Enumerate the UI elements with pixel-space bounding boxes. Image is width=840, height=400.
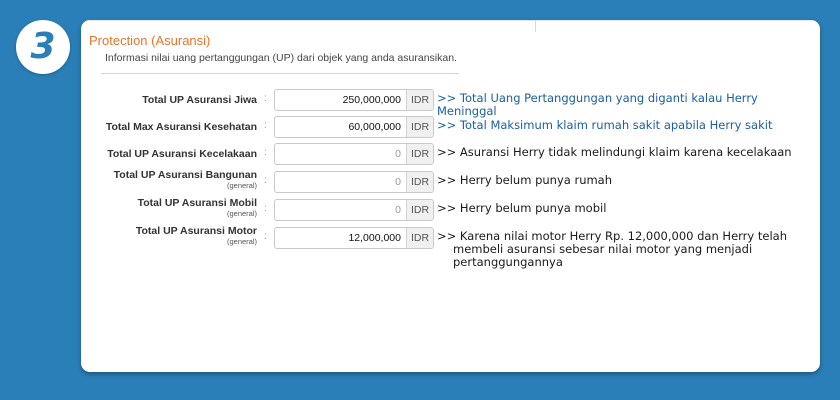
section-description: Informasi nilai uang pertanggungan (UP) dari objek yang anda asuransikan. (105, 52, 457, 64)
label-colon: : (264, 203, 267, 214)
amount-input-kesehatan[interactable]: 60,000,000 (348, 121, 401, 133)
protection-panel (81, 20, 820, 372)
field-label-text: Total UP Asuransi Kecelakaan (107, 148, 257, 160)
amount-input-group (274, 116, 434, 138)
field-label-text: Total UP Asuransi Jiwa (142, 94, 257, 106)
form-row-asuransi-kesehatan (81, 116, 820, 138)
currency-addon: IDR (406, 172, 433, 192)
field-label-text: Total UP Asuransi Motor (135, 225, 257, 237)
field-label (81, 148, 257, 160)
row-note: >> Asuransi Herry tidak melindungi klaim karena kecelakaan (437, 145, 792, 159)
amount-input-group (274, 199, 434, 221)
currency-addon: IDR (406, 200, 433, 220)
label-colon: : (264, 175, 267, 186)
field-label (81, 121, 257, 133)
amount-input-motor[interactable]: 12,000,000 (348, 232, 401, 244)
currency-addon: IDR (406, 144, 433, 164)
form-row-asuransi-mobil (81, 199, 820, 221)
form-row-asuransi-bangunan (81, 171, 820, 193)
amount-input-mobil[interactable]: 0 (395, 204, 401, 216)
amount-input-kecelakaan[interactable]: 0 (395, 148, 401, 160)
amount-input-group (274, 227, 434, 249)
field-sublabel: (general) (226, 209, 257, 218)
field-label (81, 94, 257, 106)
section-title: Protection (Asuransi) (89, 33, 211, 48)
amount-input-group (274, 171, 434, 193)
amount-input-group (274, 89, 434, 111)
panel-divider-line (535, 20, 536, 32)
panel-top-border (81, 20, 820, 21)
row-note: >> Herry belum punya mobil (437, 201, 607, 215)
amount-input-group (274, 143, 434, 165)
currency-addon: IDR (406, 117, 433, 137)
amount-input-bangunan[interactable]: 0 (395, 176, 401, 188)
field-label (81, 197, 257, 218)
amount-input-jiwa[interactable]: 250,000,000 (342, 94, 401, 106)
form-row-asuransi-jiwa (81, 89, 820, 118)
label-colon: : (264, 231, 267, 242)
field-sublabel: (general) (226, 181, 257, 190)
row-note: >> Total Uang Pertanggungan yang diganti kalau Herry Meninggal (437, 91, 758, 118)
row-note: >> Herry belum punya rumah (437, 173, 613, 187)
row-note: >> Karena nilai motor Herry Rp. 12,000,000 dan Herry telah membeli asuransi sebesar nilai motor yang menjadi pertanggungannya (437, 229, 787, 269)
currency-addon: IDR (406, 90, 433, 110)
step-number: 3 (30, 26, 56, 67)
field-sublabel: (general) (226, 237, 257, 246)
field-label-text: Total UP Asuransi Bangunan (113, 169, 257, 181)
field-label (81, 169, 257, 190)
label-colon: : (264, 93, 267, 104)
form-row-asuransi-kecelakaan (81, 143, 820, 165)
row-note: >> Total Maksimum klaim rumah sakit apabila Herry sakit (437, 118, 773, 132)
section-divider (101, 73, 459, 74)
field-label-text: Total UP Asuransi Mobil (137, 197, 257, 209)
form-row-asuransi-motor (81, 225, 820, 269)
currency-addon: IDR (406, 228, 433, 248)
field-label (81, 225, 257, 246)
label-colon: : (264, 120, 267, 131)
step-number-badge (16, 20, 70, 74)
label-colon: : (264, 147, 267, 158)
field-label-text: Total Max Asuransi Kesehatan (105, 121, 257, 133)
